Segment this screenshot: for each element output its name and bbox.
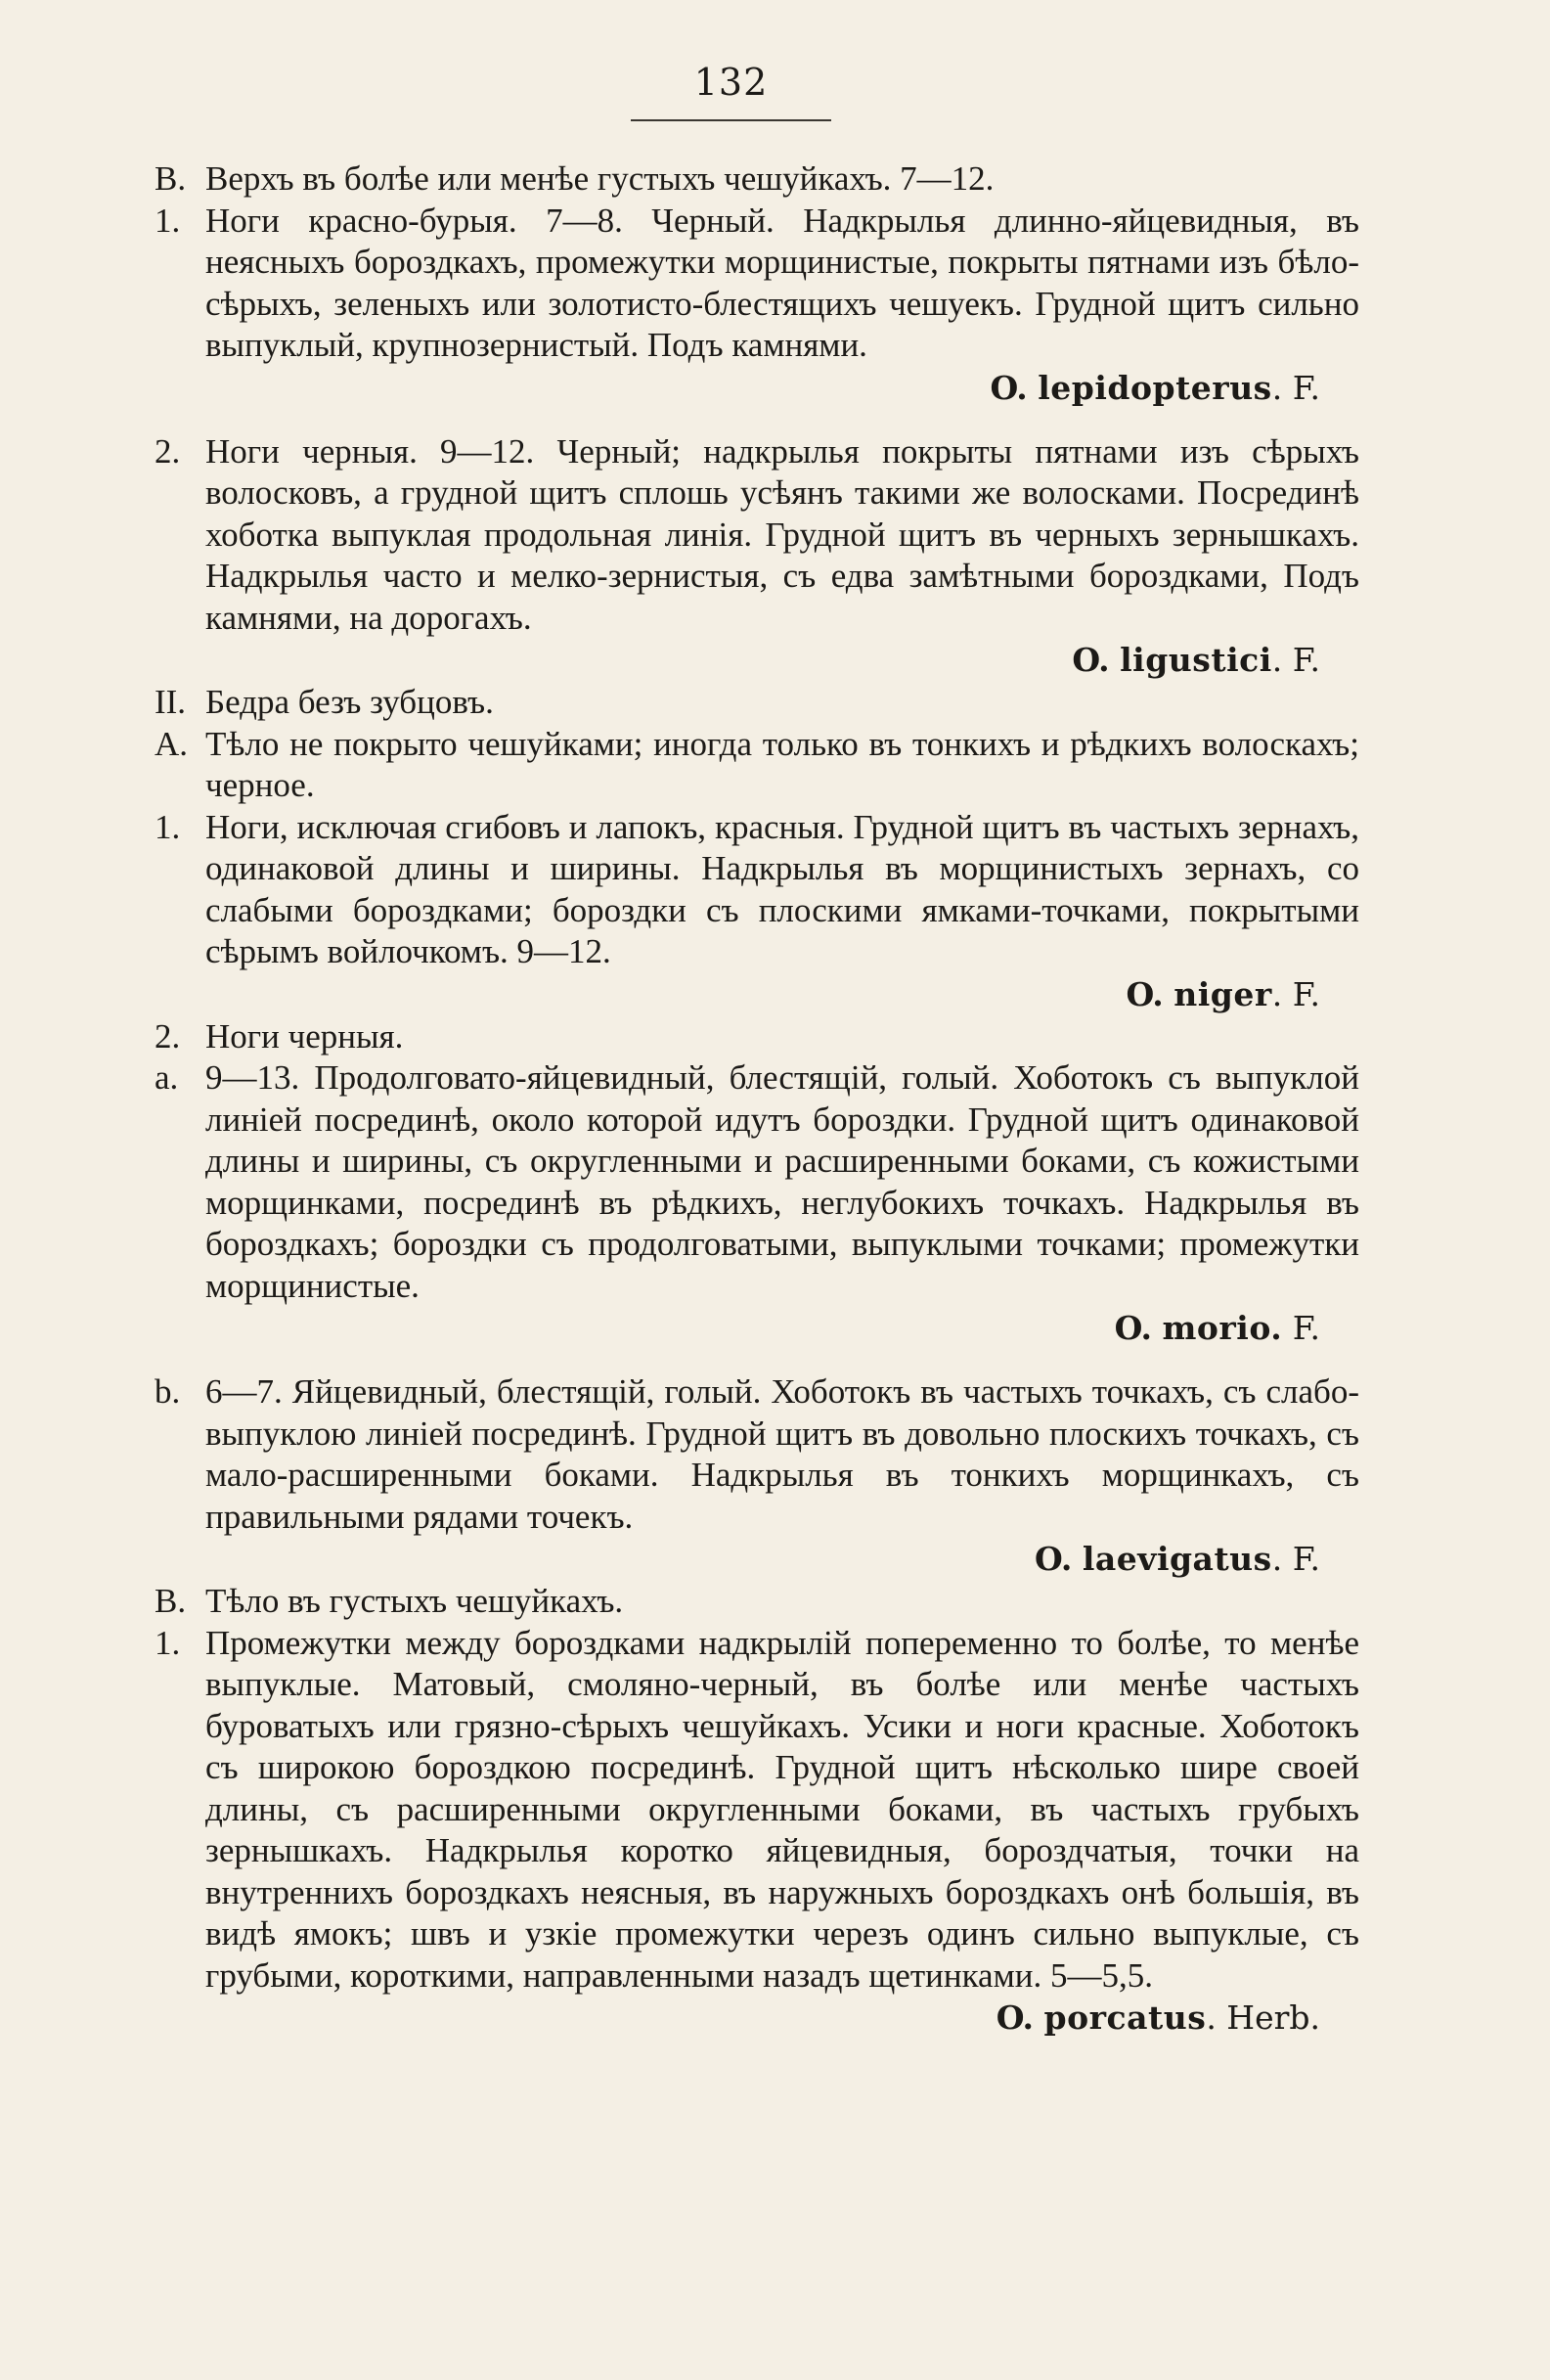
species-epithet: lepidopterus bbox=[1038, 368, 1272, 407]
entry-text: Тѣло не покрыто чешуйками; иногда только въ тонкихъ и рѣдкихъ волоскахъ; черное. bbox=[205, 724, 1359, 804]
species-epithet: morio. bbox=[1162, 1309, 1283, 1347]
species-name bbox=[155, 1307, 1359, 1350]
entry-key: 1. bbox=[155, 201, 181, 240]
key-entry bbox=[155, 158, 1359, 201]
species-author: F. bbox=[1292, 1309, 1320, 1347]
species-author: F. bbox=[1292, 641, 1320, 679]
species-author: F. bbox=[1292, 368, 1320, 407]
species-name: O. porcatus. Herb. bbox=[996, 1998, 1320, 2037]
key-entry bbox=[155, 724, 1359, 807]
species-name: O. niger. F. bbox=[1126, 974, 1320, 1013]
key-text bbox=[155, 158, 1359, 2040]
species-genus: O. bbox=[1126, 974, 1164, 1013]
key-entry bbox=[155, 1581, 1359, 1623]
species-name: O. laevigatus. F. bbox=[1035, 1540, 1320, 1578]
key-entry bbox=[155, 1371, 1359, 1538]
species-epithet: laevigatus bbox=[1082, 1540, 1272, 1578]
species-genus: O. bbox=[1072, 641, 1110, 679]
entry-text: 6—7. Яйцевидный, блестящій, голый. Хоботокъ въ частыхъ точкахъ, съ слабо-выпуклою линіей посрединѣ. Грудной щитъ въ довольно плоскихъ точкахъ, съ мало-расширенными боками. Надкрылья въ тонкихъ морщинкахъ, съ правильными рядами точекъ. bbox=[205, 1372, 1359, 1536]
species-genus: O. bbox=[1035, 1540, 1073, 1578]
key-entry bbox=[155, 807, 1359, 973]
entry-text: Ноги черныя. 9—12. Черный; надкрылья покрыты пятнами изъ сѣрыхъ волосковъ, а грудной щитъ сплошь усѣянъ такими же волосками. Посрединѣ хоботка выпуклая продольная линія. Грудной щитъ въ черныхъ зернышкахъ. Надкрылья часто и мелко-зернистыя, съ едва замѣтными бороздками, Подъ камнями, на дорогахъ. bbox=[205, 431, 1359, 637]
species-genus: O. bbox=[1114, 1309, 1152, 1347]
entry-key: A. bbox=[155, 724, 189, 763]
key-entry bbox=[155, 1623, 1359, 1998]
key-entry bbox=[155, 1057, 1359, 1307]
species-genus: O. bbox=[996, 1998, 1035, 2037]
entry-key: 2. bbox=[155, 431, 181, 471]
entry-text: Ноги черныя. bbox=[205, 1016, 404, 1055]
entry-key: 2. bbox=[155, 1016, 181, 1055]
page-number-rule bbox=[631, 119, 831, 121]
entry-key: 1. bbox=[155, 1623, 181, 1662]
species-name: O. ligustici. F. bbox=[1072, 641, 1320, 679]
entry-text: 9—13. Продолговато-яйцевидный, блестящій, голый. Хоботокъ съ выпуклой линіей посрединѣ, около которой идутъ бороздки. Грудной щитъ одинаковой длины и ширины, съ округленными и расширенными боками, съ кожистыми морщинками, посрединѣ въ рѣдкихъ, неглубокихъ точкахъ. Надкрылья въ бороздкахъ; бороздки съ продолговатыми, выпуклыми точками; промежутки морщинистые. bbox=[205, 1058, 1359, 1305]
entry-key: B. bbox=[155, 159, 187, 198]
entry-text: Бедра безъ зубцовъ. bbox=[205, 683, 494, 721]
entry-text: Ноги красно-бурыя. 7—8. Черный. Надкрылья длинно-яйцевидныя, въ неясныхъ бороздкахъ, промежутки морщинистые, покрыты пятнами изъ бѣло-сѣрыхъ, зеленыхъ или золотисто-блестящихъ чешуекъ. Грудной щитъ сильно выпуклый, крупнозернистый. Подъ камнями. bbox=[205, 201, 1359, 364]
entry-text: Ноги, исключая сгибовъ и лапокъ, красныя. Грудной щитъ въ частыхъ зернахъ, одинаковой длины и ширины. Надкрылья въ морщинистыхъ зернахъ, со слабыми бороздками; бороздки съ плоскими ямками-точками, покрытыми сѣрымъ войлочкомъ. 9—12. bbox=[205, 807, 1359, 970]
species-author: Herb. bbox=[1226, 1998, 1320, 2037]
key-entry bbox=[155, 682, 1359, 724]
entry-text: Тѣло въ густыхъ чешуйкахъ. bbox=[205, 1582, 624, 1620]
species-author: F. bbox=[1292, 974, 1320, 1013]
species-epithet: niger bbox=[1174, 974, 1272, 1013]
key-entry bbox=[155, 1016, 1359, 1058]
species-epithet: porcatus bbox=[1043, 1998, 1207, 2037]
page-number: 132 bbox=[693, 61, 769, 104]
species-name: O. lepidopterus. F. bbox=[990, 368, 1320, 407]
key-entry bbox=[155, 201, 1359, 367]
paragraph-gap bbox=[155, 410, 1359, 431]
entry-key: B. bbox=[155, 1582, 187, 1620]
species-epithet: ligustici bbox=[1120, 641, 1272, 679]
entry-key: a. bbox=[155, 1058, 179, 1097]
entry-key: II. bbox=[155, 683, 187, 721]
entry-key: b. bbox=[155, 1372, 181, 1411]
species-genus: O. bbox=[990, 368, 1028, 407]
key-entry bbox=[155, 431, 1359, 640]
entry-key: 1. bbox=[155, 807, 181, 846]
species-author: F. bbox=[1292, 1540, 1320, 1578]
entry-text: Верхъ въ болѣе или менѣе густыхъ чешуйкахъ. 7—12. bbox=[205, 159, 995, 198]
paragraph-gap bbox=[155, 1350, 1359, 1371]
entry-text: Промежутки между бороздками надкрылій попеременно то болѣе, то менѣе выпуклые. Матовый, смоляно-черный, въ болѣе или менѣе частыхъ буроватыхъ или грязно-сѣрыхъ чешуйкахъ. Усики и ноги красные. Хоботокъ съ широкою бороздкою посрединѣ. Грудной щитъ нѣсколько шире своей длины, съ расширенными округленными боками, въ частыхъ грубыхъ зернышкахъ. Надкрылья коротко яйцевидныя, бороздчатыя, точки на внутреннихъ бороздкахъ неясныя, въ наружныхъ бороздкахъ онѣ большія, въ видѣ ямокъ; швъ и узкіе промежутки черезъ одинъ сильно выпуклые, съ грубыми, короткими, направленными назадъ щетинками. 5—5,5. bbox=[205, 1623, 1359, 1995]
